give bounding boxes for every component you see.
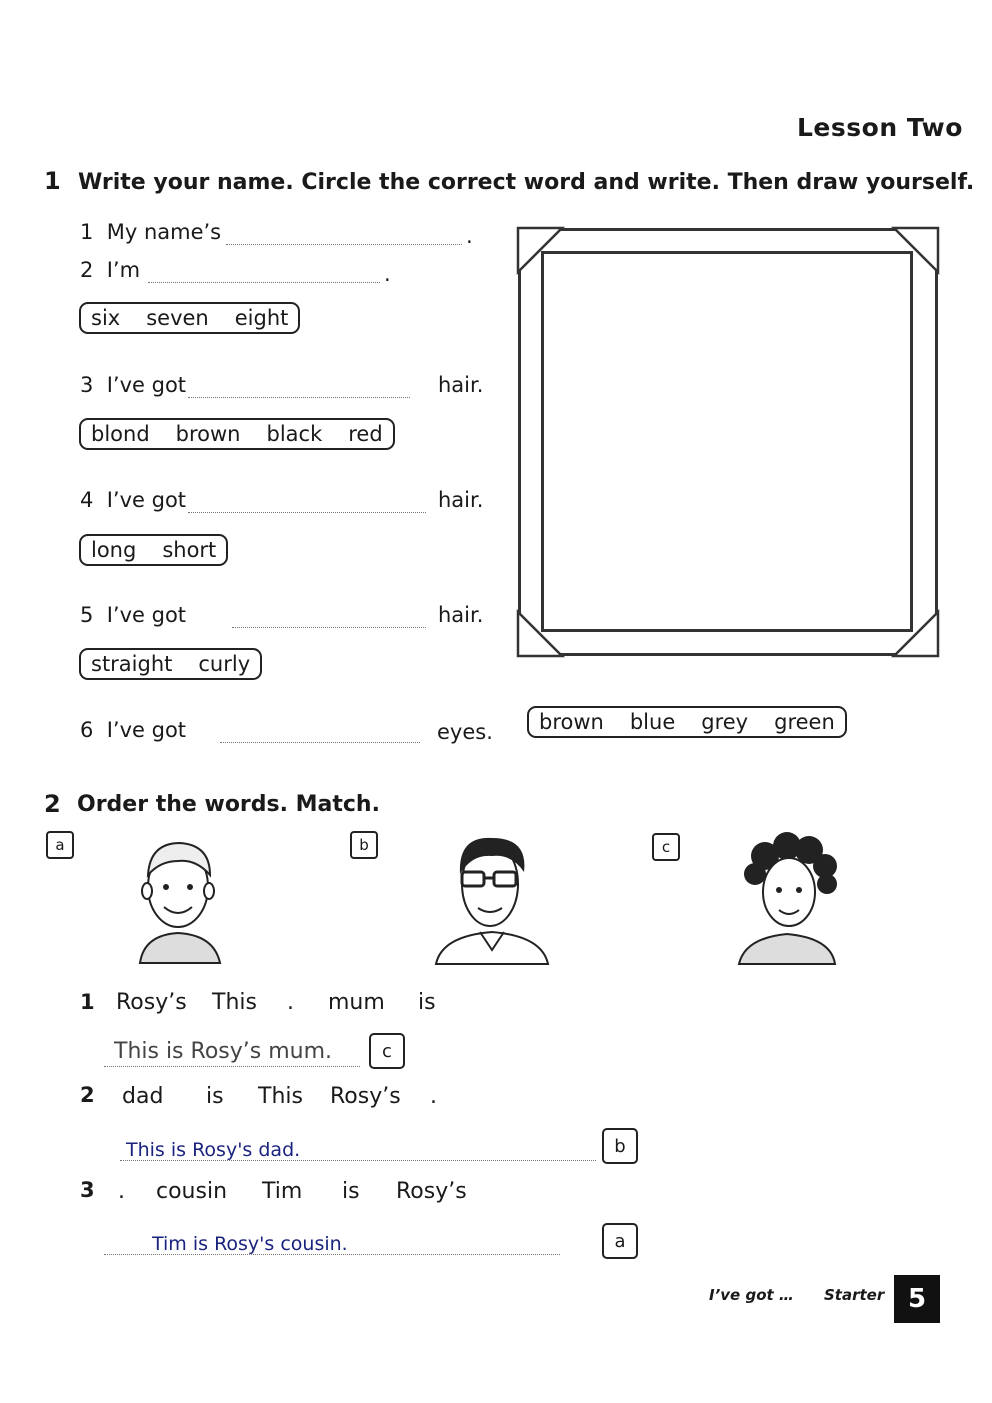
item-text: I’ve got (106, 603, 187, 627)
option-six[interactable]: six (91, 306, 121, 330)
scrambled-word: is (342, 1179, 360, 1204)
option-curly[interactable]: curly (198, 652, 251, 676)
option-black[interactable]: black (266, 422, 323, 446)
ex1-item-4 (80, 488, 186, 512)
ex2-answer-1: This is Rosy’s mum. (114, 1039, 333, 1064)
ex1-item-2 (80, 258, 140, 282)
ex1-item-6 (80, 718, 186, 742)
option-seven[interactable]: seven (146, 306, 209, 330)
ex1-item-5 (80, 603, 186, 627)
age-answer-line[interactable] (148, 282, 380, 283)
scrambled-word: is (418, 990, 436, 1015)
exercise-2-number: 2 (44, 790, 61, 818)
ex1-item-1 (80, 220, 221, 244)
eyes-options-box (527, 706, 847, 738)
answer-line-1 (104, 1066, 360, 1067)
hair-length-answer-line[interactable] (188, 512, 426, 513)
hair-colour-options-box (79, 418, 395, 450)
ex2-answer-3[interactable]: Tim is Rosy's cousin. (152, 1233, 348, 1255)
option-brown[interactable]: brown (175, 422, 241, 446)
scrambled-word: This (258, 1084, 303, 1109)
item-text: I’m (106, 258, 141, 282)
item-number: 1 (80, 220, 94, 244)
exercise-1-instruction: Write your name. Circle the correct word and write. Then draw yourself. (78, 170, 975, 195)
item-number: 2 (80, 258, 94, 282)
picture-label-c: c (652, 833, 680, 861)
man-with-glasses-illustration (432, 832, 552, 966)
answer-line-2 (120, 1160, 596, 1161)
footer-unit: I’ve got … (709, 1286, 794, 1304)
scrambled-word: Tim (262, 1179, 303, 1204)
hair-type-options-box (79, 648, 262, 680)
answer-line-3 (104, 1254, 560, 1255)
option-red[interactable]: red (348, 422, 383, 446)
eyes-answer-line[interactable] (220, 742, 420, 743)
match-box-3[interactable]: a (602, 1223, 638, 1259)
page-number: 5 (894, 1275, 940, 1323)
age-options-box (79, 302, 300, 334)
ex1-item-3 (80, 373, 186, 397)
scrambled-word: Rosy’s (330, 1084, 401, 1109)
option-long[interactable]: long (91, 538, 137, 562)
scrambled-word: cousin (156, 1179, 228, 1204)
exercise-2-instruction: Order the words. Match. (77, 792, 380, 817)
name-answer-line[interactable] (226, 244, 462, 245)
frame-corners (514, 224, 942, 660)
ex2-item-1-number: 1 (80, 990, 95, 1014)
item-end: hair. (438, 603, 484, 627)
scrambled-word: Rosy’s (116, 990, 187, 1015)
scrambled-word: . (287, 990, 294, 1015)
item-number: 6 (80, 718, 94, 742)
option-grey[interactable]: grey (701, 710, 749, 734)
scrambled-word: mum (328, 990, 385, 1015)
option-short[interactable]: short (162, 538, 217, 562)
option-brown[interactable]: brown (539, 710, 604, 734)
lesson-title: Lesson Two (797, 113, 963, 142)
option-green[interactable]: green (774, 710, 835, 734)
item-text: I’ve got (106, 718, 187, 742)
item-number: 3 (80, 373, 94, 397)
woman-with-curly-hair-illustration (735, 832, 845, 966)
item-text: My name’s (106, 220, 222, 244)
scrambled-word: This (212, 990, 257, 1015)
ex2-answer-2[interactable]: This is Rosy's dad. (126, 1139, 301, 1161)
item-end: . (466, 224, 473, 248)
ex2-item-2-number: 2 (80, 1083, 95, 1107)
exercise-1-number: 1 (44, 167, 61, 195)
match-box-1[interactable]: c (369, 1033, 405, 1069)
item-end: . (384, 262, 391, 286)
picture-label-b: b (350, 831, 378, 859)
option-straight[interactable]: straight (91, 652, 173, 676)
item-text: I’ve got (106, 488, 187, 512)
hair-type-answer-line[interactable] (232, 627, 426, 628)
boy-illustration (130, 835, 230, 965)
hair-length-options-box (79, 534, 228, 566)
item-end: hair. (438, 373, 484, 397)
hair-colour-answer-line[interactable] (188, 397, 410, 398)
item-text: I’ve got (106, 373, 187, 397)
footer-section: Starter (824, 1286, 885, 1304)
item-end: hair. (438, 488, 484, 512)
scrambled-word: dad (122, 1084, 164, 1109)
option-blond[interactable]: blond (91, 422, 150, 446)
item-end: eyes. (437, 720, 493, 744)
scrambled-word: is (206, 1084, 224, 1109)
item-number: 4 (80, 488, 94, 512)
item-number: 5 (80, 603, 94, 627)
scrambled-word: . (430, 1084, 437, 1109)
scrambled-word: Rosy’s (396, 1179, 467, 1204)
match-box-2[interactable]: b (602, 1128, 638, 1164)
option-eight[interactable]: eight (234, 306, 289, 330)
picture-label-a: a (46, 831, 74, 859)
scrambled-word: . (118, 1179, 125, 1204)
option-blue[interactable]: blue (629, 710, 676, 734)
ex2-item-3-number: 3 (80, 1178, 95, 1202)
